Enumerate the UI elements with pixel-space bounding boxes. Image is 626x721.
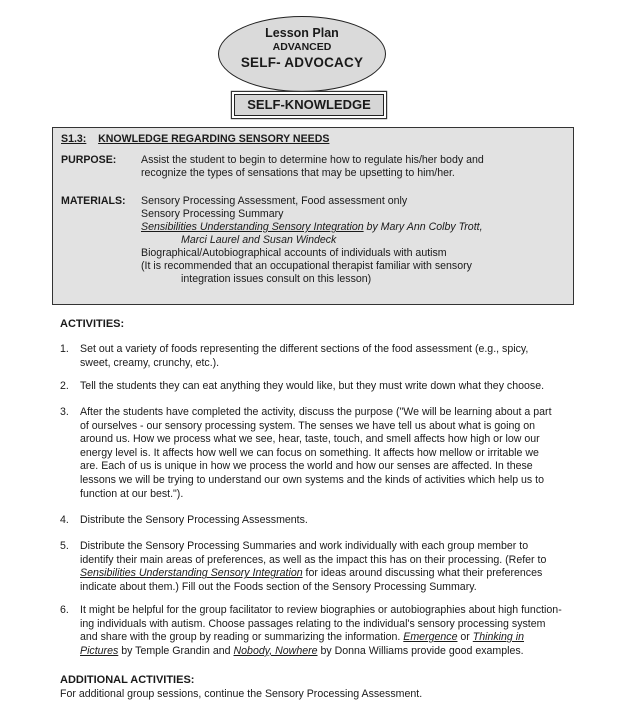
materials-line-7: integration issues consult on this lesson) <box>181 273 372 285</box>
activity-number: 3. <box>60 406 69 418</box>
activity-item-5: Distribute the Sensory Processing Summaries and work individually with each group member to identify their main areas of preferences, as well as the impact this has on their processing. (Refer to Sensibilities Understanding Sensory Integration for ideas around discussing what their preferences indicate about them.) Fill out the Foods section of the Sensory Processing Summary. <box>80 540 547 593</box>
purpose-label: PURPOSE: <box>61 154 117 166</box>
purpose-line-1: Assist the student to begin to determine how to regulate his/her body and <box>141 154 484 166</box>
materials-line-5: Biographical/Autobiographical accounts of individuals with autism <box>141 247 447 259</box>
activity-item-2: Tell the students they can eat anything they would like, but they must write down what they choose. <box>80 380 545 392</box>
objective-topic: KNOWLEDGE REGARDING SENSORY NEEDS <box>98 133 330 145</box>
title-oval <box>218 16 386 92</box>
book-title-emergence: Emergence <box>403 631 458 644</box>
activity-number: 2. <box>60 380 69 392</box>
materials-line-4: Marci Laurel and Susan Windeck <box>181 234 337 246</box>
activity-number: 1. <box>60 343 69 355</box>
materials-line-1: Sensory Processing Assessment, Food assessment only <box>141 195 408 207</box>
activity-number: 5. <box>60 540 69 552</box>
book-title-nobody-nowhere: Nobody, Nowhere <box>233 644 318 657</box>
info-box <box>52 127 574 305</box>
materials-line-6: (It is recommended that an occupational therapist familiar with sensory <box>141 260 472 272</box>
title-line-1: Lesson Plan <box>265 26 339 40</box>
materials-book-title: Sensibilities Understanding Sensory Integration <box>141 221 364 233</box>
title-line-3: SELF- ADVOCACY <box>240 55 364 70</box>
additional-activities-heading: ADDITIONAL ACTIVITIES: <box>60 674 195 686</box>
materials-line-2: Sensory Processing Summary <box>141 208 284 220</box>
activity-number: 6. <box>60 604 69 616</box>
section-title: SELF-KNOWLEDGE <box>234 94 384 116</box>
activity-item-4: Distribute the Sensory Processing Assessments. <box>80 514 308 526</box>
book-title-link: Sensibilities Understanding Sensory Integration <box>80 567 303 580</box>
activity-item-3: After the students have completed the activity, discuss the purpose ("We will be learning about a part of ourselves - our sensory processing system. The senses we have tell us about what is going on around us. How we process what we see, hear, taste, touch, and smell affects how high or low our energy level is. It affects how well we can focus on something. It affects how mellow or irritable we are. Each of us is unique in how we process the world and how our senses are affected. In these lessons we will be trying to understand our own systems and the kinds of activities which help us to function at our best."). <box>80 406 552 500</box>
objective-code: S1.3: <box>61 133 87 145</box>
activity-number: 4. <box>60 514 69 526</box>
book-title-thinking-in-pictures: Thinking in <box>472 631 525 644</box>
activity-item-6: It might be helpful for the group facilitator to review biographies or autobiographies about high function- ing individuals with autism. Choose passages relating to the individual's sensory processing system and share with the group by reading or summarizing the information. Emergence or Thinking in Pictures by Temple Grandin and Nobody, Nowhere by Donna Williams provide good examples. <box>80 604 562 657</box>
title-line-2: ADVANCED <box>272 41 332 53</box>
materials-book-by: by Mary Ann Colby Trott, <box>363 221 483 233</box>
activities-heading: ACTIVITIES: <box>60 318 125 330</box>
activity-item-1: Set out a variety of foods representing the different sections of the food assessment (e.g., spicy, sweet, creamy, crunchy, etc.). <box>80 343 529 369</box>
book-title-pictures: Pictures <box>80 644 119 657</box>
purpose-line-2: recognize the types of sensations that may be upsetting to him/her. <box>141 167 455 179</box>
materials-label: MATERIALS: <box>61 195 126 207</box>
additional-activities-text: For additional group sessions, continue the Sensory Processing Assessment. <box>60 688 423 700</box>
